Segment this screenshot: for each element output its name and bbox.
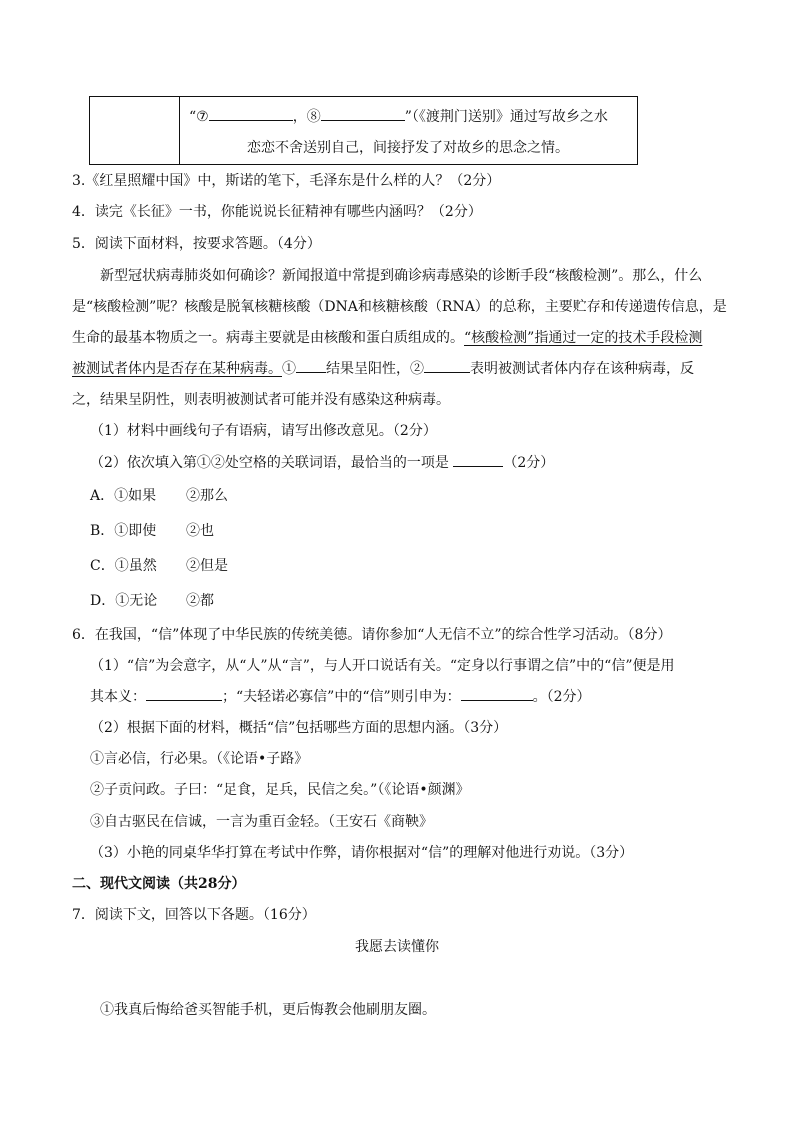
question-7-title: 7．阅读下文，回答以下各题。（16分） (72, 907, 316, 923)
material-line-4-mid: 结果呈阳性，② (326, 361, 424, 377)
option-d[interactable] (90, 590, 214, 610)
option-b-second: ②也 (186, 523, 214, 539)
blank-meaning-2[interactable] (461, 700, 533, 701)
question-3: 3.《红星照耀中国》中，斯诺的笔下，毛泽东是什么样的人？（2分） (72, 173, 501, 189)
table-content-cell (180, 97, 638, 165)
material-2: ②子贡问政。子曰：“足食，足兵，民信之矣。”（《论语•颜渊》 (90, 782, 470, 798)
q6-sub-1-score: 。（2分） (532, 689, 591, 705)
q6-sub-1-prefix: 其本义： (90, 689, 146, 705)
question-5-title: 5．阅读下面材料，按要求答题。（4分） (72, 236, 321, 252)
table-line-1-rest: （《渡荆门送别》通过写故乡之水 (411, 109, 608, 125)
material-line-3-a: 生命的最基本物质之一。病毒主要就是由核酸和蛋白质组成的。 (72, 330, 464, 346)
blank-2[interactable] (424, 372, 470, 373)
material-line-3 (72, 327, 702, 347)
option-c-second: ②但是 (186, 558, 228, 574)
underlined-sentence-part-1: “核酸检测”指通过一定的技术手段检测 (464, 330, 703, 346)
option-c[interactable] (90, 555, 228, 575)
material-line-4 (72, 358, 694, 378)
material-line-2: 是“核酸检测”呢？核酸是脱氧核糖核酸（DNA和核糖核酸（RNA）的总称，主要贮存和传递遗传信息，是 (72, 299, 727, 315)
option-c-first: C．①虽然 (90, 558, 157, 574)
table-line-2: 恋恋不舍送别自己，间接抒发了对故乡的思念之情。 (247, 140, 569, 156)
question-4: 4．读完《长征》一书，你能说说长征精神有哪些内涵吗？（2分） (72, 204, 482, 220)
material-line-1: 新型冠状病毒肺炎如何确诊？新闻报道中常提到确诊病毒感染的诊断手段“核酸检测”。那么，什么 (100, 268, 703, 284)
material-line-4-end: 表明被测试者体内存在该种病毒，反 (470, 361, 694, 377)
blank-7[interactable] (209, 120, 293, 121)
material-1: ①言必信，行必果。（《论语•子路》 (90, 751, 309, 767)
option-a-second: ②那么 (186, 488, 228, 504)
q6-sub-1-line-2 (90, 686, 591, 706)
q6-sub-2: （2）根据下面的材料，概括“信”包括哪些方面的思想内涵。（3分） (90, 720, 508, 736)
q6-sub-1-mid: ；“夫轻诺必寡信”中的“信”则引申为： (222, 689, 461, 705)
option-b-first: B．①即使 (90, 523, 157, 539)
option-a-first: A．①如果 (90, 488, 157, 504)
blank-meaning-1[interactable] (146, 700, 222, 701)
q5-sub-2-text: （2）依次填入第①②处空格的关联词语，最恰当的一项是 (90, 455, 449, 471)
q6-sub-3: （3）小艳的同桌华华打算在考试中作弊，请你根据对“信”的理解对他进行劝说。（3分） (90, 845, 634, 861)
q6-sub-1-line-1: （1）“信”为会意字，从“人”从“言”，与人开口说话有关。“定身以行事谓之信”中的“信”便是用 (90, 658, 675, 674)
underlined-sentence-part-2: 被测试者体内是否存在某种病毒。 (72, 361, 282, 377)
section-heading: 二、现代文阅读（共28分） (72, 876, 246, 892)
option-d-second: ②都 (186, 593, 214, 609)
table-line-1 (189, 106, 608, 126)
close-quote: ” (404, 109, 412, 125)
table-empty-cell (90, 97, 180, 165)
option-b[interactable] (90, 520, 214, 540)
q5-sub-2-score: （2分） (503, 455, 555, 471)
q5-sub-1: （1）材料中画线句子有语病，请写出修改意见。（2分） (90, 423, 437, 439)
essay-title: 我愿去读懂你 (355, 939, 439, 955)
q5-sub-2 (90, 452, 554, 472)
material-3: ③自古驱民在信诚，一言为重百金轻。（王安石《商鞅》 (90, 814, 433, 830)
option-a[interactable] (90, 485, 228, 505)
question-6-title: 6．在我国，“信”体现了中华民族的传统美德。请你参加“人无信不立”的综合性学习活动。（8分） (72, 627, 672, 643)
answer-table (89, 96, 638, 165)
quote-8: ，⑧ (292, 109, 321, 125)
blank-1[interactable] (296, 372, 326, 373)
answer-blank[interactable] (453, 466, 503, 467)
quote-7: “⑦ (189, 109, 209, 125)
option-d-first: D．①无论 (90, 593, 158, 609)
blank-1-label: ① (282, 361, 296, 377)
essay-paragraph-1: ①我真后悔给爸买智能手机，更后悔教会他刷朋友圈。 (100, 1002, 436, 1018)
blank-8[interactable] (321, 120, 405, 121)
material-line-5: 之，结果呈阴性，则表明被测试者可能并没有感染这种病毒。 (72, 392, 450, 408)
